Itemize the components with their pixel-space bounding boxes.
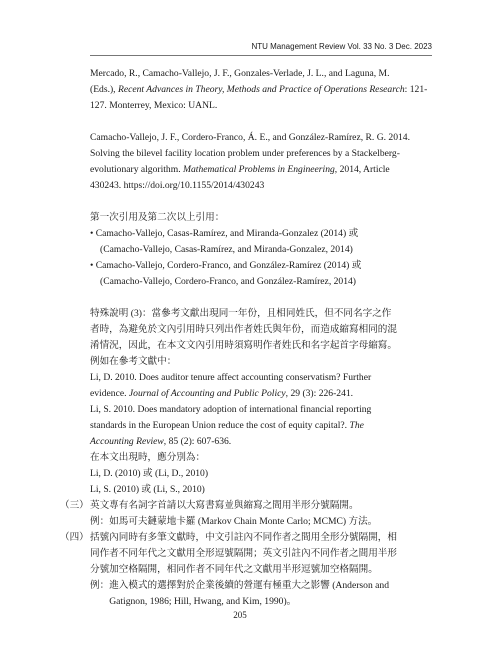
in-text-forms: 在本文出現時，應分別為： Li, D. (2010) 或 (Li, D., 2010) Li, S. (2010) 或 (Li, S., 2010) [90,452,209,495]
ref-line: evolutionary algorithm. Mathematical Problems in Engineering, 2014, Article [90,164,390,175]
journal-title: Mathematical Problems in Engineering [183,164,335,175]
ref-line: (Eds.), Recent Advances in Theory, Methods and Practice of Operations Research: 121-127. Monterrey, Mexico: UANL. [90,84,428,111]
journal-volume: Vol. 33 No. 3 Dec. 2023 [347,42,432,51]
header-rule [90,55,432,56]
reference-mercado [90,66,428,114]
journal-name: NTU Management Review [251,42,346,51]
section-number: （三） [60,500,89,511]
ref-line: Camacho-Vallejo, J. F., Cordero-Franco, Á. E., and González-Ramírez, R. G. 2014. [90,132,411,143]
book-title: Recent Advances in Theory, Methods and Practice of Operations Research [117,84,405,95]
special-note: 特殊說明 (3)：當參考文獻出現同一年份，且相同姓氏，但不同名字之作 者時，為避免於文內引用時只列出作者姓氏與年份，而造成縮寫相同的混 淆情況，因此，在本文文內引用時須寫明作者姓氏和名字起首字母縮寫。 例如在參考文獻中： [90,308,397,367]
citation-heading: 第一次引用及第二次以上引用： [90,212,225,223]
example-reference-li-s: Li, S. 2010. Does mandatory adoption of international financial reporting standards in the European Union reduce the cost of equity capital?. The Accounting Review, 85 (2): 607-636. [90,404,372,447]
reference-camacho [90,130,428,194]
bullet-continuation: (Camacho-Vallejo, Casas-Ramírez, and Miranda-Gonzalez, 2014) [100,244,353,255]
bullet-item: • Camacho-Vallejo, Casas-Ramírez, and Miranda-Gonzalez (2014) 或 [90,228,359,239]
ref-line: Mercado, R., Camacho-Vallejo, J. F., Gonzales-Verlade, J. L., and Laguna, M. [90,68,390,79]
section-4: （四） 括號內同時有多筆文獻時，中文引註內不同作者之間用全形分號隔開，相 同作者不同年代之文獻用全形逗號隔開；英文引註內不同作者之間用半形 分號加空格隔開，相同作者不同年代之文獻用半形逗號加空格隔開。 例： 進入模式的選擇對於企業後續的營運有極重大之影響 (Anderson and Gatignon, 1986; Hill, Hwang, and Kim, 1990)。 [60,530,428,610]
ref-line: Solving the bilevel facility location problem under preferences by a Stackelberg- [90,148,400,159]
section-3: （三） 英文專有名詞字首請以大寫書寫並與縮寫之間用半形分號隔開。 例：如馬可夫鏈蒙地卡羅 (Markov Chain Monte Carlo; MCMC) 方法。 [60,498,428,530]
section-number: （四） [60,532,89,543]
page-body [60,66,428,610]
bullet-continuation: (Camacho-Vallejo, Cordero-Franco, and González-Ramírez, 2014) [100,276,356,287]
running-header [251,42,432,51]
ref-line: 430243. https://doi.org/10.1155/2014/430243 [90,180,265,191]
section-4-example: 例： 進入模式的選擇對於企業後續的營運有極重大之影響 (Anderson and Gatignon, 1986; Hill, Hwang, and Kim, 1990)。 [90,580,389,607]
example-reference-li-d: Li, D. 2010. Does auditor tenure affect accounting conservatism? Further evidence. Journal of Accounting and Public Policy, 29 (3): 226-241. [90,372,372,399]
bullet-item: • Camacho-Vallejo, Cordero-Franco, and González-Ramírez (2014) 或 [90,260,362,271]
page-number: 205 [233,610,247,620]
